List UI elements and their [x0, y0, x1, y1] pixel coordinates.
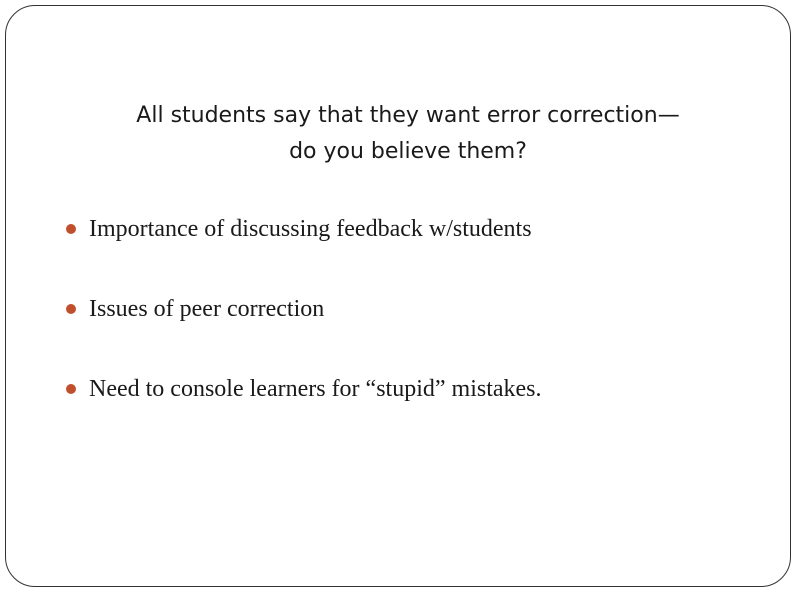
- bullet-dot-icon: [66, 224, 76, 234]
- bullet-text: Need to console learners for “stupid” mistakes.: [89, 376, 542, 402]
- slide-title-line-2: do you believe them?: [289, 139, 527, 164]
- bullet-text: Issues of peer correction: [89, 296, 325, 322]
- bullet-item: [66, 292, 542, 372]
- bullet-text: Importance of discussing feedback w/students: [89, 216, 532, 242]
- bullet-dot-icon: [66, 384, 76, 394]
- bullet-item: [66, 212, 542, 292]
- bullet-item: [66, 372, 542, 452]
- bullet-dot-icon: [66, 304, 76, 314]
- slide-title: [0, 98, 799, 170]
- bullet-list: [66, 212, 542, 452]
- slide-title-line-1: All students say that they want error correction—: [136, 103, 680, 128]
